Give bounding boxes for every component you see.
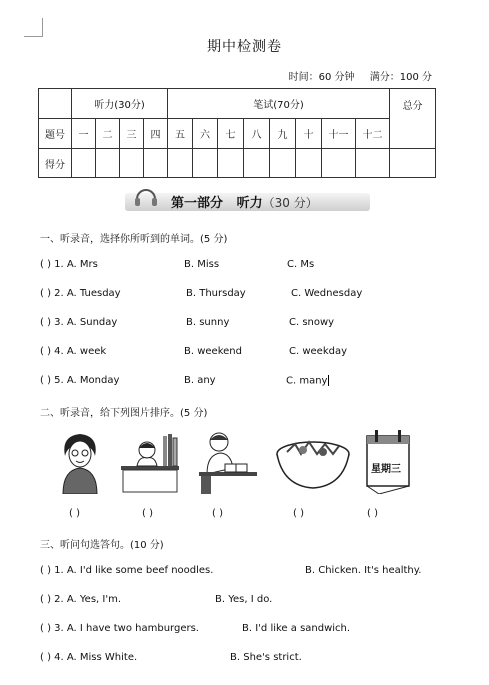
question-number-cell: 十 — [296, 119, 322, 149]
order-blank-3[interactable]: ( ) — [212, 508, 223, 519]
question-stem: ( ) 4. A. week — [40, 346, 107, 357]
student-desk-picture — [117, 428, 183, 494]
row-label-score: 得分 — [39, 149, 72, 178]
question-number-cell: 一 — [72, 119, 96, 149]
score-cell[interactable] — [322, 149, 356, 178]
option-b[interactable]: B. any — [184, 375, 216, 386]
calendar-picture — [365, 428, 411, 494]
question-row — [40, 317, 460, 331]
question-stem: ( ) 5. A. Monday — [40, 375, 120, 386]
page-corner-mark — [24, 18, 43, 37]
salad-bowl-picture — [273, 428, 353, 494]
score-table — [38, 88, 436, 178]
order-blank-2[interactable]: ( ) — [142, 508, 153, 519]
score-cell[interactable] — [72, 149, 96, 178]
score-cell[interactable] — [96, 149, 120, 178]
score-cell[interactable] — [120, 149, 144, 178]
calendar-text: 星期三 — [371, 464, 401, 475]
question-number-cell: 六 — [193, 119, 218, 149]
banner-section: 听力 — [236, 196, 263, 211]
picture-row — [55, 428, 435, 498]
question-stem: ( ) 3. A. Sunday — [40, 317, 118, 328]
question-number-cell: 十一 — [322, 119, 356, 149]
banner-text — [171, 192, 318, 211]
question-stem: ( ) 4. A. Miss White. — [40, 652, 138, 663]
order-blank-5[interactable]: ( ) — [367, 508, 378, 519]
question-stem: ( ) 3. A. I have two hamburgers. — [40, 623, 199, 634]
page-title: 期中检测卷 — [207, 39, 282, 55]
banner-part: 第一部分 — [171, 196, 224, 211]
option-b[interactable]: B. I'd like a sandwich. — [242, 623, 351, 634]
question-row — [40, 346, 460, 360]
question-number-cell: 三 — [120, 119, 144, 149]
row-label-number: 题号 — [39, 119, 72, 149]
option-c[interactable]: C. weekday — [289, 346, 348, 357]
option-b[interactable]: B. Miss — [184, 259, 220, 270]
question-row — [40, 652, 460, 666]
question-number-cell: 四 — [144, 119, 168, 149]
question-row — [40, 375, 460, 389]
listening-header: 听力(30分) — [72, 89, 168, 119]
question-row — [40, 288, 460, 302]
table-corner-cell — [39, 89, 72, 119]
score-cell[interactable] — [193, 149, 218, 178]
option-c[interactable]: C. snowy — [289, 317, 335, 328]
question-number-cell: 九 — [270, 119, 296, 149]
section2-heading: 二、听录音，给下列图片排序。(5 分) — [40, 408, 208, 419]
score-cell[interactable] — [356, 149, 390, 178]
question-stem: ( ) 1. A. Mrs — [40, 259, 98, 270]
question-number-cell: 二 — [96, 119, 120, 149]
question-row — [40, 623, 460, 637]
full-score: 满分：100 分 — [369, 72, 432, 83]
option-b[interactable]: B. Chicken. It's healthy. — [305, 565, 422, 576]
option-c[interactable]: C. Wednesday — [291, 288, 363, 299]
question-number-cell: 五 — [168, 119, 193, 149]
score-cell[interactable] — [144, 149, 168, 178]
option-c[interactable]: C. Ms — [287, 259, 315, 270]
total-score-cell[interactable] — [390, 149, 436, 178]
option-c[interactable]: C. many — [286, 375, 328, 387]
section3-heading: 三、听问句选答句。(10 分) — [40, 540, 164, 551]
question-stem: ( ) 1. A. I'd like some beef noodles. — [40, 565, 214, 576]
section-banner — [105, 182, 375, 216]
option-b[interactable]: B. Thursday — [186, 288, 246, 299]
order-blank-4[interactable]: ( ) — [293, 508, 304, 519]
score-cell[interactable] — [296, 149, 322, 178]
score-cell[interactable] — [218, 149, 244, 178]
time-limit: 时间：60 分钟 — [288, 72, 355, 83]
question-row — [40, 259, 460, 273]
score-cell[interactable] — [244, 149, 270, 178]
question-stem: ( ) 2. A. Yes, I'm. — [40, 594, 122, 605]
section1-heading: 一、听录音，选择你所听到的单词。(5 分) — [40, 234, 228, 245]
option-b[interactable]: B. She's strict. — [230, 652, 302, 663]
exam-meta — [277, 68, 432, 83]
score-cell[interactable] — [270, 149, 296, 178]
headphones-icon — [133, 184, 159, 210]
option-b[interactable]: B. sunny — [186, 317, 230, 328]
teacher-picture — [55, 428, 105, 494]
question-number-cell: 十二 — [356, 119, 390, 149]
writing-header: 笔试(70分) — [168, 89, 390, 119]
boy-reading-picture — [195, 428, 259, 494]
score-cell[interactable] — [168, 149, 193, 178]
question-row — [40, 565, 460, 579]
option-b[interactable]: B. Yes, I do. — [215, 594, 273, 605]
question-number-cell: 八 — [244, 119, 270, 149]
order-blank-1[interactable]: ( ) — [69, 508, 80, 519]
question-number-cell: 七 — [218, 119, 244, 149]
option-b[interactable]: B. weekend — [184, 346, 242, 357]
total-header: 总分 — [390, 89, 436, 149]
text-cursor — [328, 375, 329, 386]
question-stem: ( ) 2. A. Tuesday — [40, 288, 121, 299]
banner-points: （30 分） — [262, 196, 318, 210]
question-row — [40, 594, 460, 608]
